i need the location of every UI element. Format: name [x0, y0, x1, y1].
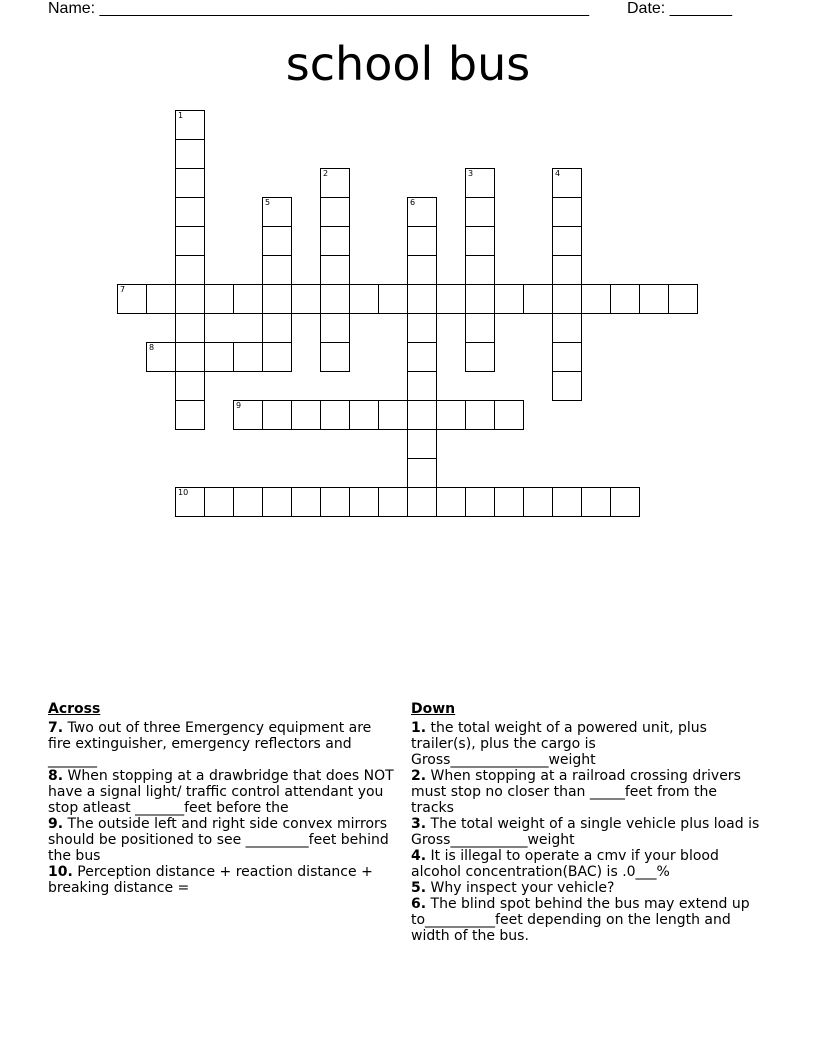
grid-cell[interactable]: [233, 342, 263, 372]
grid-cell[interactable]: [407, 458, 437, 488]
grid-cell[interactable]: [175, 255, 205, 285]
grid-cell[interactable]: [494, 284, 524, 314]
grid-cell[interactable]: [552, 197, 582, 227]
grid-cell[interactable]: [175, 139, 205, 169]
grid-cell[interactable]: [610, 284, 640, 314]
grid-cell[interactable]: [552, 487, 582, 517]
grid-cell[interactable]: [204, 284, 234, 314]
grid-cell[interactable]: [175, 313, 205, 343]
grid-cell[interactable]: [175, 371, 205, 401]
grid-cell[interactable]: [262, 226, 292, 256]
grid-cell[interactable]: [407, 400, 437, 430]
puzzle-title: school bus: [285, 37, 531, 91]
grid-cell[interactable]: [291, 284, 321, 314]
clue-down-1: 1. the total weight of a powered unit, plus trailer(s), plus the cargo is Gross______________weight: [411, 720, 707, 768]
grid-cell[interactable]: [465, 284, 495, 314]
grid-cell[interactable]: [465, 313, 495, 343]
grid-cell[interactable]: [639, 284, 669, 314]
grid-cell[interactable]: [320, 255, 350, 285]
clue-down-4: 4. It is illegal to operate a cmv if your blood alcohol concentration(BAC) is .0___%: [411, 848, 719, 880]
clue-number: 7: [120, 285, 126, 294]
grid-cell[interactable]: [436, 487, 466, 517]
clue-number: 9: [236, 401, 242, 410]
grid-cell[interactable]: [378, 400, 408, 430]
grid-cell[interactable]: [407, 284, 437, 314]
grid-cell[interactable]: [610, 487, 640, 517]
grid-cell[interactable]: [378, 284, 408, 314]
grid-cell[interactable]: [320, 168, 350, 198]
grid-cell[interactable]: [262, 313, 292, 343]
grid-cell[interactable]: [465, 487, 495, 517]
grid-cell[interactable]: [407, 313, 437, 343]
grid-cell[interactable]: [204, 487, 234, 517]
down-clues: [411, 700, 761, 944]
grid-cell[interactable]: [175, 284, 205, 314]
clue-number: 2: [323, 169, 329, 178]
grid-cell[interactable]: [233, 400, 263, 430]
grid-cell[interactable]: [175, 487, 205, 517]
grid-cell[interactable]: [262, 400, 292, 430]
grid-cell[interactable]: [349, 487, 379, 517]
grid-cell[interactable]: [320, 284, 350, 314]
clue-number: 1: [178, 111, 184, 120]
grid-cell[interactable]: [465, 400, 495, 430]
grid-cell[interactable]: [146, 342, 176, 372]
grid-cell[interactable]: [552, 313, 582, 343]
name-field-label: Name: _______________________________________________________: [48, 0, 589, 17]
grid-cell[interactable]: [262, 284, 292, 314]
grid-cell[interactable]: [320, 487, 350, 517]
grid-cell[interactable]: [552, 168, 582, 198]
grid-cell[interactable]: [320, 226, 350, 256]
grid-cell[interactable]: [262, 342, 292, 372]
grid-cell[interactable]: [320, 313, 350, 343]
grid-cell[interactable]: [494, 487, 524, 517]
grid-cell[interactable]: [407, 371, 437, 401]
date-field-label: Date: _______: [627, 0, 732, 17]
clue-number: 8: [149, 343, 155, 352]
grid-cell[interactable]: [146, 284, 176, 314]
clue-across-8: 8. When stopping at a drawbridge that does NOT have a signal light/ traffic control attendant you stop atleast _______feet before the: [48, 768, 394, 816]
grid-cell[interactable]: [378, 487, 408, 517]
grid-cell[interactable]: [407, 487, 437, 517]
clue-down-6: 6. The blind spot behind the bus may extend up to__________feet depending on the length and width of the bus.: [411, 896, 750, 944]
grid-cell[interactable]: [175, 110, 205, 140]
grid-cell[interactable]: [320, 197, 350, 227]
grid-cell[interactable]: [523, 284, 553, 314]
clue-number: 4: [555, 169, 561, 178]
clue-down-2: 2. When stopping at a railroad crossing drivers must stop no closer than _____feet from the tracks: [411, 768, 741, 816]
clue-number: 5: [265, 198, 271, 207]
grid-cell[interactable]: [262, 487, 292, 517]
grid-cell[interactable]: [320, 342, 350, 372]
grid-cell[interactable]: [465, 226, 495, 256]
grid-cell[interactable]: [175, 197, 205, 227]
grid-cell[interactable]: [465, 168, 495, 198]
grid-cell[interactable]: [175, 168, 205, 198]
grid-cell[interactable]: [436, 400, 466, 430]
grid-cell[interactable]: [233, 284, 263, 314]
grid-cell[interactable]: [407, 429, 437, 459]
clue-across-10: 10. Perception distance + reaction distance + breaking distance =: [48, 864, 373, 896]
grid-cell[interactable]: [465, 255, 495, 285]
grid-cell[interactable]: [175, 226, 205, 256]
grid-cell[interactable]: [465, 197, 495, 227]
grid-cell[interactable]: [552, 284, 582, 314]
grid-cell[interactable]: [523, 487, 553, 517]
down-heading: Down: [411, 701, 456, 717]
grid-cell[interactable]: [291, 400, 321, 430]
grid-cell[interactable]: [552, 226, 582, 256]
grid-cell[interactable]: [291, 487, 321, 517]
grid-cell[interactable]: [204, 342, 234, 372]
across-heading: Across: [48, 701, 101, 717]
grid-cell[interactable]: [581, 284, 611, 314]
clue-number: 3: [468, 169, 474, 178]
grid-cell[interactable]: [349, 284, 379, 314]
grid-cell[interactable]: [175, 400, 205, 430]
grid-cell[interactable]: [465, 342, 495, 372]
grid-cell[interactable]: [494, 400, 524, 430]
across-clues: [48, 700, 394, 896]
grid-cell[interactable]: [407, 255, 437, 285]
clue-number: 6: [410, 198, 416, 207]
grid-cell[interactable]: [407, 197, 437, 227]
clue-down-5: 5. Why inspect your vehicle?: [411, 880, 615, 896]
grid-cell[interactable]: [552, 371, 582, 401]
grid-cell[interactable]: [117, 284, 147, 314]
grid-cell[interactable]: [233, 487, 263, 517]
clue-number: 10: [178, 488, 189, 497]
clue-down-3: 3. The total weight of a single vehicle plus load is Gross___________weight: [411, 816, 760, 848]
grid-cell[interactable]: [552, 342, 582, 372]
grid-cell[interactable]: [436, 284, 466, 314]
grid-cell[interactable]: [262, 255, 292, 285]
grid-cell[interactable]: [581, 487, 611, 517]
grid-cell[interactable]: [407, 342, 437, 372]
grid-cell[interactable]: [668, 284, 698, 314]
clue-across-7: 7. Two out of three Emergency equipment are fire extinguisher, emergency reflectors and _______: [48, 720, 372, 768]
grid-cell[interactable]: [320, 400, 350, 430]
clue-across-9: 9. The outside left and right side convex mirrors should be positioned to see _________feet behind the bus: [48, 816, 389, 864]
grid-cell[interactable]: [552, 255, 582, 285]
grid-cell[interactable]: [175, 342, 205, 372]
grid-cell[interactable]: [349, 400, 379, 430]
grid-cell[interactable]: [262, 197, 292, 227]
grid-cell[interactable]: [407, 226, 437, 256]
